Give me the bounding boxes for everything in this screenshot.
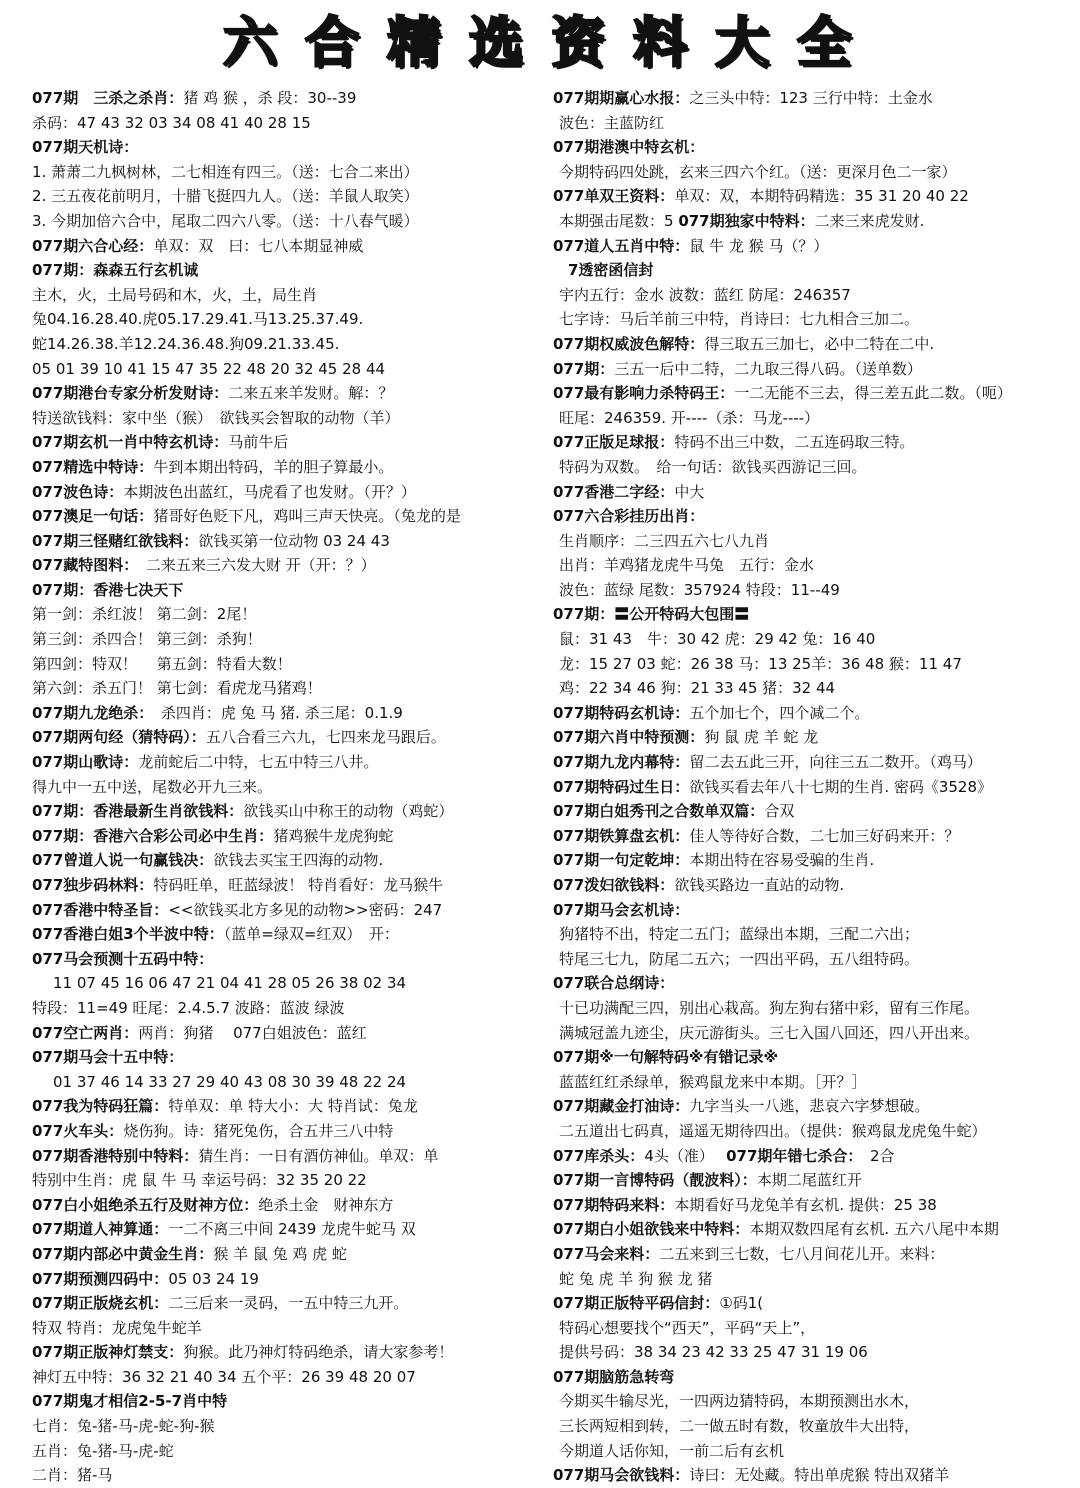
item-label: 077期特码来料： — [553, 1195, 675, 1214]
item-label: 077联合总纲诗： — [553, 974, 675, 993]
item-text: 鼠：31 43 牛：30 42 虎：29 42 兔：16 40 — [559, 630, 876, 649]
list-item — [32, 529, 537, 554]
list-item — [553, 1365, 1073, 1390]
item-text: 二肖：猪-马 — [32, 1466, 113, 1485]
item-text: 鼠 牛 龙 猴 马（？） — [689, 236, 829, 255]
list-item — [553, 553, 1073, 578]
list-item — [553, 1094, 1073, 1119]
list-item — [32, 184, 537, 209]
title-char: 资 — [551, 11, 611, 74]
item-label: 077期特码过生日： — [553, 777, 690, 796]
list-item — [32, 381, 537, 406]
item-label: 077期白姐秀刊之合数单双篇： — [553, 802, 765, 821]
list-item — [32, 1070, 537, 1095]
item-text: 七肖：兔-猪-马-虎-蛇-狗-猴 — [32, 1417, 215, 1436]
list-item — [32, 799, 537, 824]
item-text: 欲钱去买宝王四海的动物. — [213, 851, 384, 870]
item-text: 得三取五三加七，必中二特在二中. — [704, 334, 935, 353]
title-char: 全 — [797, 11, 857, 74]
item-label: 077六合彩挂历出肖： — [553, 507, 705, 526]
item-text: 本期看好马龙兔羊有玄机. 提供：25 38 — [674, 1195, 937, 1214]
list-item — [32, 1217, 537, 1242]
item-text: 中大 — [674, 482, 705, 501]
left-column — [32, 86, 537, 1488]
item-label: 077期玄机一肖中特玄机诗： — [32, 433, 229, 452]
list-item — [32, 873, 537, 898]
item-label: 077期正版神灯禁支： — [32, 1343, 184, 1362]
item-text: 主木，火，土局号码和木，火，土，局生肖 — [32, 285, 318, 304]
item-text: 蛇 兔 虎 羊 狗 猴 龙 猪 — [559, 1269, 713, 1288]
list-item — [553, 160, 1073, 185]
list-item — [32, 283, 537, 308]
list-item — [32, 1340, 537, 1365]
list-item — [553, 578, 1073, 603]
item-text: 满城冠盖九迹尘，庆元游街头。三七入国八回还，四八开出来。 — [559, 1023, 980, 1042]
item-text: 2. 三五夜花前明月，十腊飞挺四九人。（送：羊鼠人取笑） — [32, 187, 419, 206]
list-item — [32, 1267, 537, 1292]
item-text: 二三后来一灵码，一五中特三九开。 — [168, 1294, 409, 1313]
list-item — [553, 1316, 1073, 1341]
item-text: 特单双：单 特大小：大 特肖试：兔龙 — [168, 1097, 418, 1116]
item-label: 077期天机诗： — [32, 138, 139, 157]
item-label: 077泼妇欲钱料： — [553, 876, 675, 894]
item-text: 烧伤狗。诗：猪死兔伤，合五井三八中特 — [123, 1121, 394, 1140]
item-text: 特别中生肖：虎 鼠 牛 马 幸运号码：32 35 20 22 — [32, 1171, 367, 1190]
list-item — [32, 1045, 537, 1070]
item-text: 蓝蓝红红杀绿单，猴鸡鼠龙来中本期。［开？］ — [559, 1072, 867, 1091]
item-label: 077最有影响力杀特码王： — [553, 384, 735, 403]
list-item — [553, 357, 1073, 382]
list-item — [32, 357, 537, 382]
list-item — [32, 922, 537, 947]
item-text: 4头（准） — [644, 1146, 727, 1165]
item-text: 05 03 24 19 — [168, 1269, 259, 1288]
item-label: 077马会预测十五码中特： — [32, 949, 214, 968]
right-column — [553, 86, 1073, 1488]
list-item — [32, 1144, 537, 1169]
item-label: 077期：香港六合彩公司必中生肖： — [32, 826, 274, 845]
item-label: 077波色诗： — [32, 482, 124, 501]
item-text: 五八合看三六九，七四来龙马跟后。 — [205, 728, 446, 747]
item-label: 077期港台专家分析发财诗： — [32, 384, 229, 403]
list-item — [553, 307, 1073, 332]
list-item — [553, 1217, 1073, 1242]
item-text: 狗 鼠 虎 羊 蛇 龙 — [704, 728, 819, 747]
item-text: 11 07 45 16 06 47 21 04 41 28 05 26 38 02 34 — [38, 974, 407, 993]
list-item — [553, 775, 1073, 800]
item-text: 两肖：狗猪 077白姐波色：蓝红 — [138, 1023, 367, 1042]
item-label: 077期 三杀之杀肖： — [32, 89, 184, 107]
list-item — [553, 1414, 1073, 1439]
item-label: 077期山歌诗： — [32, 753, 139, 772]
list-item — [32, 824, 537, 849]
list-item — [32, 553, 537, 578]
list-item — [32, 750, 537, 775]
item-text: 狗猴。此乃神灯特码绝杀，请大家参考！ — [183, 1343, 454, 1362]
list-item — [32, 1316, 537, 1341]
item-label: 077期脑筋急转弯 — [553, 1367, 675, 1386]
list-item — [553, 406, 1073, 431]
item-text: 五肖：兔-猪-马-虎-蛇 — [32, 1441, 174, 1460]
item-text: 05 01 39 10 41 15 47 35 22 48 20 32 45 28 44 — [32, 359, 386, 378]
list-item — [553, 1463, 1073, 1488]
item-text: 猪 鸡 猴 ，杀 段：30--39 — [183, 89, 357, 107]
item-label: 077澳足一句话： — [32, 507, 154, 526]
item-label: 077期香港特别中特料： — [32, 1146, 199, 1165]
list-item — [32, 1291, 537, 1316]
item-text: 杀码：47 43 32 03 34 08 41 40 28 15 — [32, 113, 311, 132]
list-item — [553, 873, 1073, 898]
item-text: 猴 羊 鼠 兔 鸡 虎 蛇 — [213, 1244, 347, 1263]
item-text: 特码旺单，旺蓝绿波！ 特肖看好：龙马猴牛 — [153, 876, 444, 894]
item-text: 旺尾：246359. 开----（杀：马龙----） — [559, 408, 820, 427]
item-text: 二来三来虎发财. — [814, 211, 925, 230]
list-item — [32, 602, 537, 627]
list-item — [553, 750, 1073, 775]
item-text: 单双：双 曰：七八本期显神威 — [153, 236, 364, 255]
item-text: <<欲钱买北方多见的动物>>密码：247 — [168, 900, 443, 919]
item-label: 077期：森森五行玄机诚 — [32, 261, 199, 280]
item-text: 猪鸡猴牛龙虎狗蛇 — [273, 826, 394, 845]
item-text: 本期出特在容易受骗的生肖. — [689, 851, 875, 870]
item-text: 今期买牛输尽光，一四两边猜特码，本期预测出水木， — [559, 1392, 920, 1411]
item-text: 提供号码：38 34 23 42 33 25 47 31 19 06 — [559, 1343, 868, 1362]
list-item — [553, 1242, 1073, 1267]
item-text: 二五道出七码真，遥遥无期待四出。（提供：猴鸡鼠龙虎兔牛蛇） — [559, 1121, 987, 1140]
item-text: 猪哥好色贬下凡，鸡叫三声天快亮。（兔龙的是 — [153, 507, 461, 526]
title-char: 大 — [715, 11, 775, 74]
item-text: 九字当头一八逃，悲哀六字梦想破。 — [689, 1097, 930, 1116]
item-label: 077香港二字经： — [553, 482, 675, 501]
item-text: 兔04.16.28.40.虎05.17.29.41.马13.25.37.49. — [32, 310, 364, 329]
item-text: 本期波色出蓝红，马虎看了也发财。（开？） — [123, 482, 416, 501]
item-label: 077期：香港最新生肖欲钱料： — [32, 802, 244, 821]
item-label: 077单双王资料： — [553, 187, 675, 206]
item-label: 077期鬼才相信2-5-7肖中特 — [32, 1392, 228, 1411]
list-item — [32, 1168, 537, 1193]
list-item — [32, 1242, 537, 1267]
item-text: 波色：蓝绿 尾数：357924 特段：11--49 — [559, 580, 840, 599]
title-char: 合 — [305, 11, 365, 74]
list-item — [553, 676, 1073, 701]
item-label: 077期期赢心水报： — [553, 89, 690, 107]
item-text: 3. 今期加倍六合中，尾取二四六八零。（送：十八春气暖） — [32, 211, 419, 230]
item-text: 佳人等待好合数，二七加三好码来开：？ — [689, 826, 960, 845]
item-text: 1. 萧萧二九枫树林，二七相连有四三。（送：七合二来出） — [32, 162, 419, 181]
list-item — [553, 701, 1073, 726]
item-label: 077正版足球报： — [553, 433, 675, 452]
list-item — [553, 1340, 1073, 1365]
item-text: 波色：主蓝防红 — [559, 113, 665, 132]
list-item — [553, 1070, 1073, 1095]
item-label: 077期一句定乾坤： — [553, 851, 690, 870]
item-label: 077火车头： — [32, 1121, 124, 1140]
item-label: 7透密函信封 — [553, 261, 654, 280]
item-text: 三长两短相到转，二一做五时有数，牧童放牛大出特， — [559, 1417, 920, 1436]
item-label: 077期内部必中黄金生肖： — [32, 1244, 214, 1263]
title-char: 精 — [387, 11, 447, 74]
item-text: 鸡：22 34 46 狗：21 33 45 猪：32 44 — [559, 679, 836, 698]
list-item — [553, 1021, 1073, 1046]
list-item — [32, 455, 537, 480]
item-text: 一二不离三中间 2439 龙虎牛蛇马 双 — [168, 1220, 416, 1239]
item-label: 077藏特图料： — [32, 556, 131, 575]
item-text: 特双 特肖：龙虎兔牛蛇羊 — [32, 1318, 202, 1337]
item-text: 三五一后中二特，二九取三得八码。（送单数） — [614, 359, 922, 378]
list-item — [32, 1365, 537, 1390]
item-text: 特段：11=49 旺尾：2.4.5.7 波路：蓝波 绿波 — [32, 998, 345, 1017]
list-item — [553, 799, 1073, 824]
item-text: 二来五来羊发财。解：？ — [228, 384, 394, 403]
list-item — [553, 529, 1073, 554]
list-item — [32, 1463, 537, 1488]
list-item — [553, 947, 1073, 972]
item-label: 077期港澳中特玄机： — [553, 138, 705, 157]
list-item — [553, 898, 1073, 923]
item-text: 本期强击尾数：5 — [559, 211, 679, 230]
item-label: 077空亡两肖： — [32, 1023, 139, 1042]
item-text: 出肖：羊鸡猪龙虎牛马兔 五行：金水 — [559, 556, 815, 575]
item-text: 今期道人话你知，一前二后有玄机 — [559, 1441, 785, 1460]
list-item — [553, 430, 1073, 455]
list-item — [553, 1193, 1073, 1218]
list-item — [32, 1193, 537, 1218]
title-char: 六 — [223, 11, 283, 74]
item-label: 077期三怪赌红欲钱料： — [32, 531, 199, 550]
list-item — [553, 1389, 1073, 1414]
list-item — [553, 1267, 1073, 1292]
item-label: 077香港白姐3个半波中特： — [32, 925, 224, 944]
list-item — [32, 209, 537, 234]
list-item — [553, 86, 1073, 111]
item-text: 本期双数四尾有玄机. 五六八尾中本期 — [749, 1220, 999, 1239]
list-item — [32, 1094, 537, 1119]
item-text: 合双 — [764, 802, 795, 821]
list-item — [32, 406, 537, 431]
list-item — [32, 160, 537, 185]
list-item — [553, 996, 1073, 1021]
item-text: 特码为双数。 给一句话：欲钱买西游记三回。 — [559, 457, 867, 476]
item-text: 01 37 46 14 33 27 29 40 43 08 30 39 48 22 24 — [38, 1072, 407, 1091]
item-label: 077期藏金打油诗： — [553, 1097, 690, 1116]
item-text: 狗猪特不出，特定二五门；蓝绿出本期，三配二六出； — [559, 925, 920, 944]
list-item — [553, 848, 1073, 873]
item-text: 二来五来三六发大财 开（开：？） — [130, 556, 376, 575]
list-item — [553, 111, 1073, 136]
list-item — [553, 480, 1073, 505]
list-item — [32, 996, 537, 1021]
item-label: 077期九龙内幕特： — [553, 753, 690, 772]
item-text: 五个加七个，四个减二个。 — [689, 703, 870, 722]
item-label: 077期铁算盘玄机： — [553, 826, 690, 845]
item-text: 二五来到三七数，七八月间花儿开。来料： — [659, 1244, 945, 1263]
item-text: 一二无能不三去，得三差五此二数。（呃） — [734, 384, 1012, 403]
item-label: 077期六肖中特预测： — [553, 728, 705, 747]
item-text: 欲钱买路边一直站的动物. — [674, 876, 845, 894]
item-text: 今期特码四处跳，玄来三四六个红。（送：更深月色二一家） — [559, 162, 957, 181]
title-char: 选 — [469, 11, 529, 74]
list-item — [32, 701, 537, 726]
item-text: 猜生肖：一日有酒仿神仙。单双：单 — [198, 1146, 439, 1165]
item-text: 龙：15 27 03 蛇：26 38 马：13 25羊：36 48 猴：11 47 — [559, 654, 962, 673]
list-item — [553, 652, 1073, 677]
list-item — [553, 381, 1073, 406]
item-text: 单双：双，本期特码精选：35 31 20 40 22 — [674, 187, 969, 206]
item-text: 十已功满配三四，别出心栽高。狗左狗右猪中彩，留有三作尾。 — [559, 998, 980, 1017]
item-label: 077期道人神算通： — [32, 1220, 169, 1239]
item-text: 欲钱买第一位动物 03 24 43 — [198, 531, 390, 550]
list-item — [32, 1389, 537, 1414]
item-label: 077独步码林料： — [32, 876, 154, 894]
item-label: 077香港中特圣旨： — [32, 900, 169, 919]
item-label: 077期正版烧玄机： — [32, 1294, 169, 1313]
item-text: 之三头中特：123 三行中特：土金水 — [689, 89, 933, 107]
item-text: 特尾三七九，防尾二五六；一四出平码，五八组特码。 — [559, 949, 920, 968]
item-text: 留二去五此三开，向往三五二数开。（鸡马） — [689, 753, 982, 772]
item-text: 第六剑：杀五门！ 第七剑：看虎龙马猪鸡！ — [32, 679, 322, 698]
list-item — [553, 1291, 1073, 1316]
list-item — [553, 504, 1073, 529]
item-label: 077期年错七杀合： — [726, 1146, 855, 1165]
list-item — [32, 1414, 537, 1439]
item-text: 第四剑：特双！ 第五剑：特看大数！ — [32, 654, 292, 673]
list-item — [32, 652, 537, 677]
list-item — [32, 332, 537, 357]
item-text: 第三剑：杀四合！ 第三剑：杀狗！ — [32, 630, 262, 649]
item-label: 077期马会欲钱料： — [553, 1466, 690, 1485]
item-label: 077期：〓公开特码大包围〓 — [553, 605, 750, 624]
list-item — [32, 135, 537, 160]
list-item — [553, 971, 1073, 996]
item-label: 077期一言博特码（靓波料）： — [553, 1171, 757, 1190]
list-item — [553, 1144, 1073, 1169]
item-text: 欲钱买看去年八十七期的生肖. 密码《3528》 — [689, 777, 993, 796]
item-label: 077期独家中特料： — [678, 211, 815, 230]
page-title — [0, 8, 1080, 78]
title-char: 料 — [633, 11, 693, 74]
list-item — [32, 258, 537, 283]
item-text: 生肖顺序：二三四五六七八九肖 — [559, 531, 770, 550]
list-item — [32, 578, 537, 603]
item-label: 077期：香港七决天下 — [32, 580, 184, 599]
list-item — [553, 135, 1073, 160]
list-item — [32, 234, 537, 259]
list-item — [553, 627, 1073, 652]
list-item — [553, 1045, 1073, 1070]
list-item — [32, 971, 537, 996]
item-text: 特码心想要找个“西天”，平码“天上”， — [559, 1318, 816, 1337]
list-item — [553, 455, 1073, 480]
list-item — [32, 430, 537, 455]
item-label: 077期白小姐欲钱来中特料： — [553, 1220, 750, 1239]
list-item — [32, 1021, 537, 1046]
item-label: 077我为特码狂篇： — [32, 1097, 169, 1116]
list-item — [32, 111, 537, 136]
list-item — [553, 922, 1073, 947]
item-label: 077期正版特平码信封： — [553, 1294, 720, 1313]
list-item — [553, 1119, 1073, 1144]
list-item — [32, 775, 537, 800]
item-text: 特送欲钱料：家中坐（猴） 欲钱买会智取的动物（羊） — [32, 408, 400, 427]
list-item — [32, 504, 537, 529]
item-label: 077精选中特诗： — [32, 457, 154, 476]
list-item — [553, 184, 1073, 209]
item-text: 宇内五行：金水 波数：蓝红 防尾：246357 — [559, 285, 851, 304]
item-label: 077期马会十五中特： — [32, 1048, 184, 1067]
list-item — [32, 1439, 537, 1464]
list-item — [553, 1168, 1073, 1193]
item-text: 绝杀土金 财神东方 — [258, 1195, 394, 1214]
item-text: 七字诗：马后羊前三中特，肖诗曰：七九相合三加二。 — [559, 310, 920, 329]
item-text: 2合 — [854, 1146, 895, 1165]
list-item — [553, 234, 1073, 259]
item-text: ①码1( — [719, 1294, 764, 1313]
item-label: 077期权威波色解特： — [553, 334, 705, 353]
item-text: 欲钱买山中称王的动物（鸡蛇） — [243, 802, 454, 821]
item-label: 077库杀头： — [553, 1146, 645, 1165]
item-text: 蛇14.26.38.羊12.24.36.48.狗09.21.33.45. — [32, 334, 340, 353]
list-item — [553, 258, 1073, 283]
list-item — [553, 824, 1073, 849]
item-label: 077马会来料： — [553, 1244, 660, 1263]
item-text: （蓝单=绿双=红双） 开： — [223, 925, 399, 944]
item-text: 本期二尾蓝红开 — [756, 1171, 862, 1190]
item-text: 马前牛后 — [228, 433, 289, 452]
list-item — [553, 725, 1073, 750]
item-label: 077期两句经（猜特码）： — [32, 728, 206, 747]
item-text: 特码不出三中数，二五连码取三特。 — [674, 433, 915, 452]
item-label: 077期预测四码中： — [32, 1269, 169, 1288]
item-text: 杀四肖：虎 兔 马 猪. 杀三尾：0.1.9 — [145, 703, 403, 722]
list-item — [32, 947, 537, 972]
item-label: 077期※一句解特码※有错记录※ — [553, 1048, 779, 1067]
item-label: 077期特码玄机诗： — [553, 703, 690, 722]
item-label: 077期马会玄机诗： — [553, 900, 690, 919]
item-label: 077曾道人说一句赢钱决： — [32, 851, 214, 870]
list-item — [32, 848, 537, 873]
item-text: 第一剑：杀红波！ 第二剑：2尾！ — [32, 605, 257, 624]
item-label: 077期九龙绝杀： — [32, 703, 146, 722]
list-item — [553, 283, 1073, 308]
item-label: 077期： — [553, 359, 615, 378]
item-text: 神灯五中特：36 32 21 40 34 五个平：26 39 48 20 07 — [32, 1367, 416, 1386]
list-item — [32, 898, 537, 923]
list-item — [553, 1439, 1073, 1464]
list-item — [32, 627, 537, 652]
item-text: 得九中一五中送，尾数必开九三来。 — [32, 777, 273, 796]
item-text: 诗曰：无处藏。特出单虎猴 特出双猪羊 — [689, 1466, 950, 1485]
list-item — [32, 307, 537, 332]
list-item — [32, 1119, 537, 1144]
list-item — [553, 332, 1073, 357]
item-label: 077期六合心经： — [32, 236, 154, 255]
item-text: 牛到本期出特码，羊的胆子算最小。 — [153, 457, 394, 476]
list-item — [553, 602, 1073, 627]
list-item — [553, 209, 1073, 234]
item-text: 龙前蛇后二中特，七五中特三八井。 — [138, 753, 379, 772]
list-item — [32, 725, 537, 750]
list-item — [32, 676, 537, 701]
list-item — [32, 86, 537, 111]
item-label: 077道人五肖中特： — [553, 236, 690, 255]
item-label: 077白小姐绝杀五行及财神方位： — [32, 1195, 259, 1214]
list-item — [32, 480, 537, 505]
